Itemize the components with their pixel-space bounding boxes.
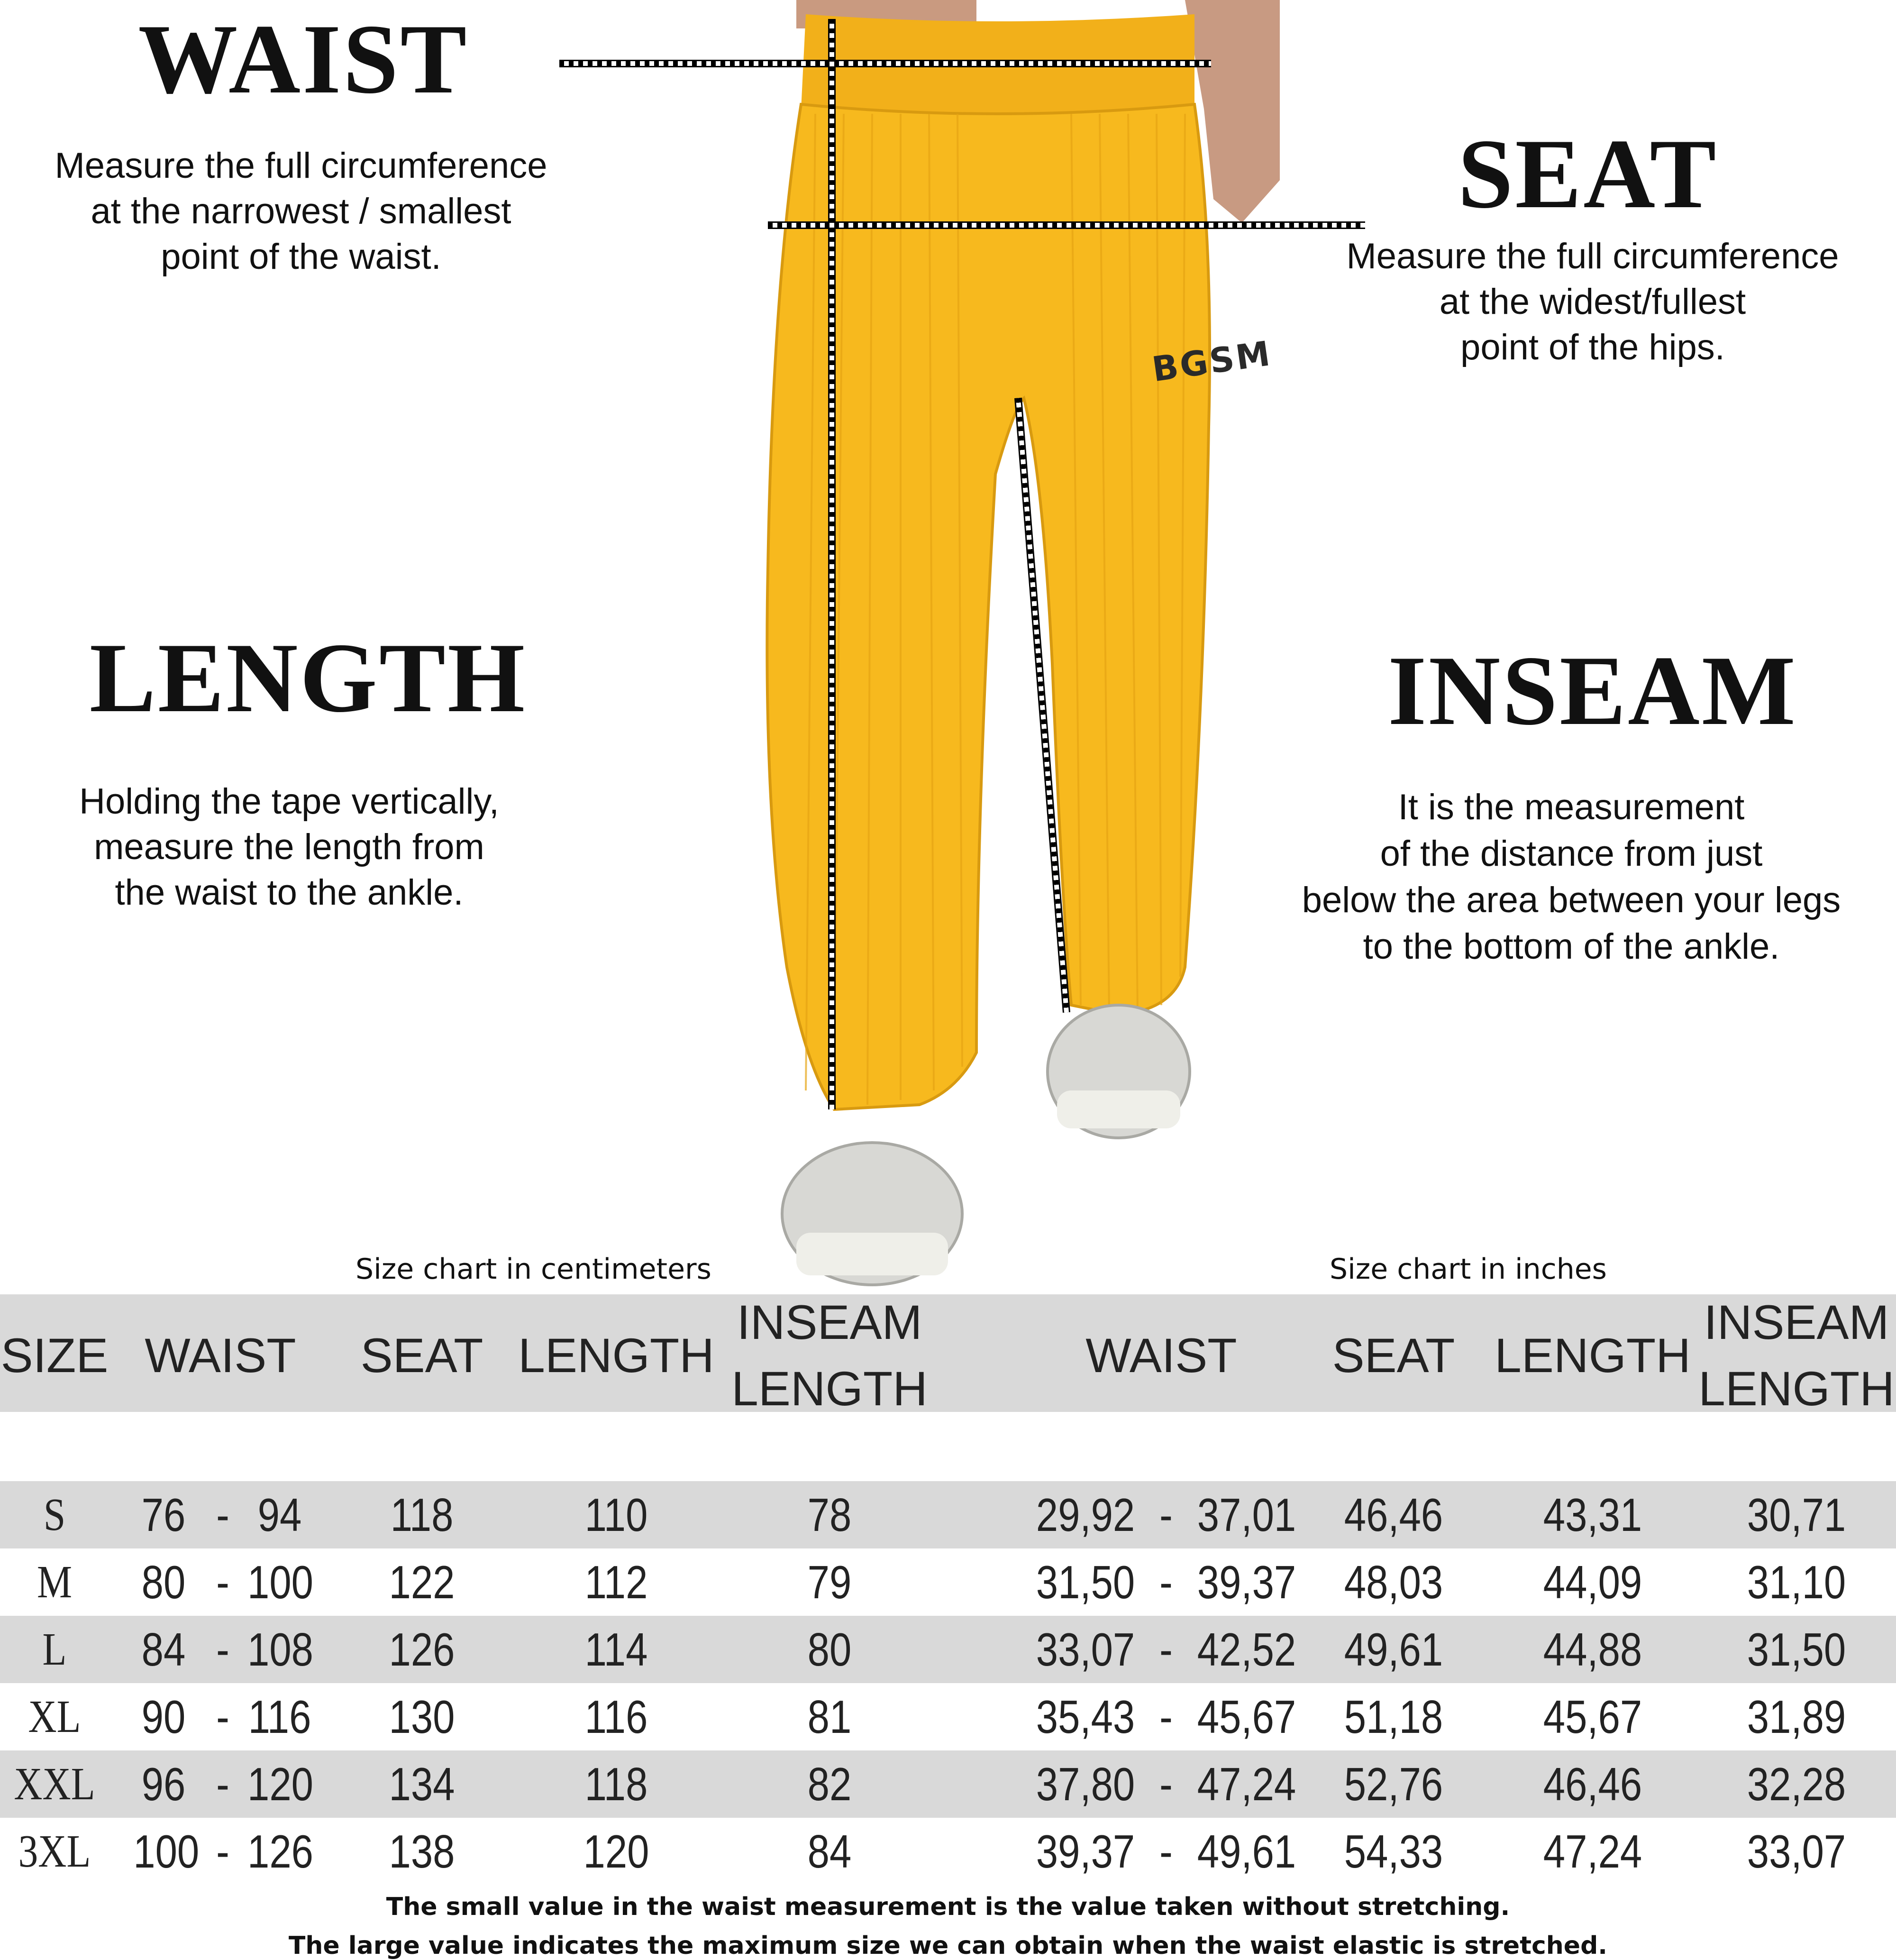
header-length-in: LENGTH bbox=[1495, 1328, 1691, 1383]
cell-waist-max: 120 bbox=[247, 1758, 313, 1810]
header-seat-cm: SEAT bbox=[360, 1328, 483, 1383]
cell-dash: - bbox=[216, 1758, 229, 1810]
cell-waist-in-max: 42,52 bbox=[1197, 1623, 1296, 1676]
table-row bbox=[0, 1750, 1896, 1818]
cell-inseam: 80 bbox=[807, 1623, 852, 1676]
cell-inseam: 79 bbox=[807, 1556, 852, 1608]
cell-waist-min: 90 bbox=[141, 1691, 186, 1743]
length-description: Holding the tape vertically, measure the length from the waist to the ankle. bbox=[79, 781, 499, 913]
caption-inches: Size chart in inches bbox=[1330, 1253, 1607, 1286]
header-waist-cm: WAIST bbox=[145, 1328, 296, 1383]
cell-seat: 118 bbox=[390, 1489, 454, 1541]
cell-length: 116 bbox=[584, 1691, 648, 1743]
cell-dash: - bbox=[216, 1691, 229, 1743]
cell-length-in: 44,88 bbox=[1543, 1623, 1642, 1676]
cell-inseam: 78 bbox=[807, 1489, 852, 1541]
cell-waist-max: 94 bbox=[257, 1489, 302, 1541]
length-heading: LENGTH bbox=[89, 623, 527, 733]
header-inseam-in: INSEAM LENGTH bbox=[1698, 1295, 1895, 1416]
cell-size: M bbox=[36, 1557, 73, 1608]
waist-description: Measure the full circumference at the narrowest / smallest point of the waist. bbox=[55, 146, 547, 277]
cell-inseam-in: 31,89 bbox=[1747, 1691, 1846, 1743]
waist-heading: WAIST bbox=[138, 4, 469, 114]
cell-dash-in: - bbox=[1159, 1825, 1173, 1878]
cell-waist-in-min: 29,92 bbox=[1036, 1489, 1135, 1541]
cell-length: 120 bbox=[583, 1825, 649, 1878]
header-size: SIZE bbox=[0, 1328, 109, 1383]
cell-inseam-in: 30,71 bbox=[1747, 1489, 1846, 1541]
cell-waist-max: 108 bbox=[247, 1623, 313, 1676]
cell-length-in: 46,46 bbox=[1543, 1758, 1642, 1810]
table-row bbox=[0, 1818, 1896, 1885]
length-measure-line bbox=[828, 19, 836, 1109]
cell-seat: 122 bbox=[389, 1556, 455, 1608]
cell-waist-max: 126 bbox=[247, 1825, 313, 1878]
cell-waist-max: 116 bbox=[248, 1691, 311, 1743]
cell-length-in: 47,24 bbox=[1543, 1825, 1642, 1878]
waist-measure-line bbox=[559, 60, 1211, 67]
cell-dash: - bbox=[216, 1623, 229, 1676]
header-waist-in: WAIST bbox=[1085, 1328, 1237, 1383]
cell-length: 118 bbox=[584, 1758, 648, 1810]
table-row bbox=[0, 1683, 1896, 1750]
cell-waist-in-min: 35,43 bbox=[1036, 1691, 1135, 1743]
inseam-description: It is the measurement of the distance from just below the area between your legs to the bottom of the ankle. bbox=[1302, 787, 1841, 967]
cell-waist-min: 76 bbox=[141, 1489, 186, 1541]
note-waist-stretched: The large value indicates the maximum size we can obtain when the waist elastic is stretched. bbox=[288, 1932, 1608, 1960]
cell-dash: - bbox=[216, 1489, 229, 1541]
cell-waist-in-max: 45,67 bbox=[1197, 1691, 1296, 1743]
header-length-cm: LENGTH bbox=[518, 1328, 714, 1383]
cell-size: S bbox=[43, 1489, 66, 1540]
note-waist-unstretched: The small value in the waist measurement is the value taken without stretching. bbox=[386, 1893, 1510, 1921]
cell-waist-min: 84 bbox=[141, 1623, 186, 1676]
pants-illustration bbox=[711, 0, 1280, 1294]
cell-waist-in-max: 37,01 bbox=[1197, 1489, 1296, 1541]
cell-length-in: 44,09 bbox=[1543, 1556, 1642, 1608]
cell-seat-in: 49,61 bbox=[1344, 1623, 1443, 1676]
cell-seat: 126 bbox=[389, 1623, 455, 1676]
cell-waist-min: 100 bbox=[133, 1825, 200, 1878]
brand-logo: BGSM bbox=[1149, 333, 1275, 390]
cell-length: 112 bbox=[584, 1556, 648, 1608]
cell-size: XL bbox=[28, 1691, 81, 1742]
cell-inseam: 82 bbox=[807, 1758, 852, 1810]
seat-heading: SEAT bbox=[1458, 119, 1718, 229]
seat-description: Measure the full circumference at the widest/fullest point of the hips. bbox=[1346, 236, 1839, 367]
header-seat-in: SEAT bbox=[1332, 1328, 1455, 1383]
cell-waist-max: 100 bbox=[247, 1556, 313, 1608]
cell-length-in: 45,67 bbox=[1543, 1691, 1642, 1743]
cell-seat: 138 bbox=[389, 1825, 455, 1878]
cell-length: 110 bbox=[584, 1489, 648, 1541]
cell-dash-in: - bbox=[1159, 1556, 1173, 1608]
cell-dash: - bbox=[216, 1825, 229, 1878]
cell-waist-in-min: 37,80 bbox=[1036, 1758, 1135, 1810]
cell-dash-in: - bbox=[1159, 1489, 1173, 1541]
seat-measure-line bbox=[768, 221, 1365, 229]
cell-seat-in: 51,18 bbox=[1344, 1691, 1443, 1743]
cell-inseam-in: 33,07 bbox=[1747, 1825, 1846, 1878]
cell-waist-min: 80 bbox=[141, 1556, 186, 1608]
cell-seat-in: 46,46 bbox=[1344, 1489, 1443, 1541]
cell-size: 3XL bbox=[18, 1826, 91, 1877]
cell-waist-in-min: 39,37 bbox=[1036, 1825, 1135, 1878]
cell-length-in: 43,31 bbox=[1543, 1489, 1642, 1541]
cell-waist-min: 96 bbox=[141, 1758, 186, 1810]
cell-size: L bbox=[42, 1624, 67, 1675]
cell-waist-in-max: 39,37 bbox=[1197, 1556, 1296, 1608]
cell-waist-in-min: 31,50 bbox=[1036, 1556, 1135, 1608]
cell-seat: 134 bbox=[389, 1758, 455, 1810]
table-row bbox=[0, 1616, 1896, 1683]
table-row bbox=[0, 1548, 1896, 1616]
cell-seat: 130 bbox=[389, 1691, 455, 1743]
cell-waist-in-max: 49,61 bbox=[1197, 1825, 1296, 1878]
cell-dash: - bbox=[216, 1556, 229, 1608]
cell-seat-in: 52,76 bbox=[1344, 1758, 1443, 1810]
cell-length: 114 bbox=[584, 1623, 648, 1676]
cell-waist-in-max: 47,24 bbox=[1197, 1758, 1296, 1810]
cell-size: XXL bbox=[14, 1759, 95, 1810]
cell-inseam: 81 bbox=[807, 1691, 852, 1743]
cell-inseam: 84 bbox=[807, 1825, 852, 1878]
cell-dash-in: - bbox=[1159, 1758, 1173, 1810]
cell-waist-in-min: 33,07 bbox=[1036, 1623, 1135, 1676]
cell-inseam-in: 31,50 bbox=[1747, 1623, 1846, 1676]
cell-seat-in: 48,03 bbox=[1344, 1556, 1443, 1608]
table-row bbox=[0, 1481, 1896, 1548]
cell-seat-in: 54,33 bbox=[1344, 1825, 1443, 1878]
cell-inseam-in: 32,28 bbox=[1747, 1758, 1846, 1810]
caption-centimeters: Size chart in centimeters bbox=[356, 1253, 711, 1286]
cell-inseam-in: 31,10 bbox=[1747, 1556, 1846, 1608]
inseam-heading: INSEAM bbox=[1387, 636, 1798, 746]
cell-dash-in: - bbox=[1159, 1623, 1173, 1676]
header-inseam-cm: INSEAM LENGTH bbox=[731, 1295, 928, 1416]
cell-dash-in: - bbox=[1159, 1691, 1173, 1743]
